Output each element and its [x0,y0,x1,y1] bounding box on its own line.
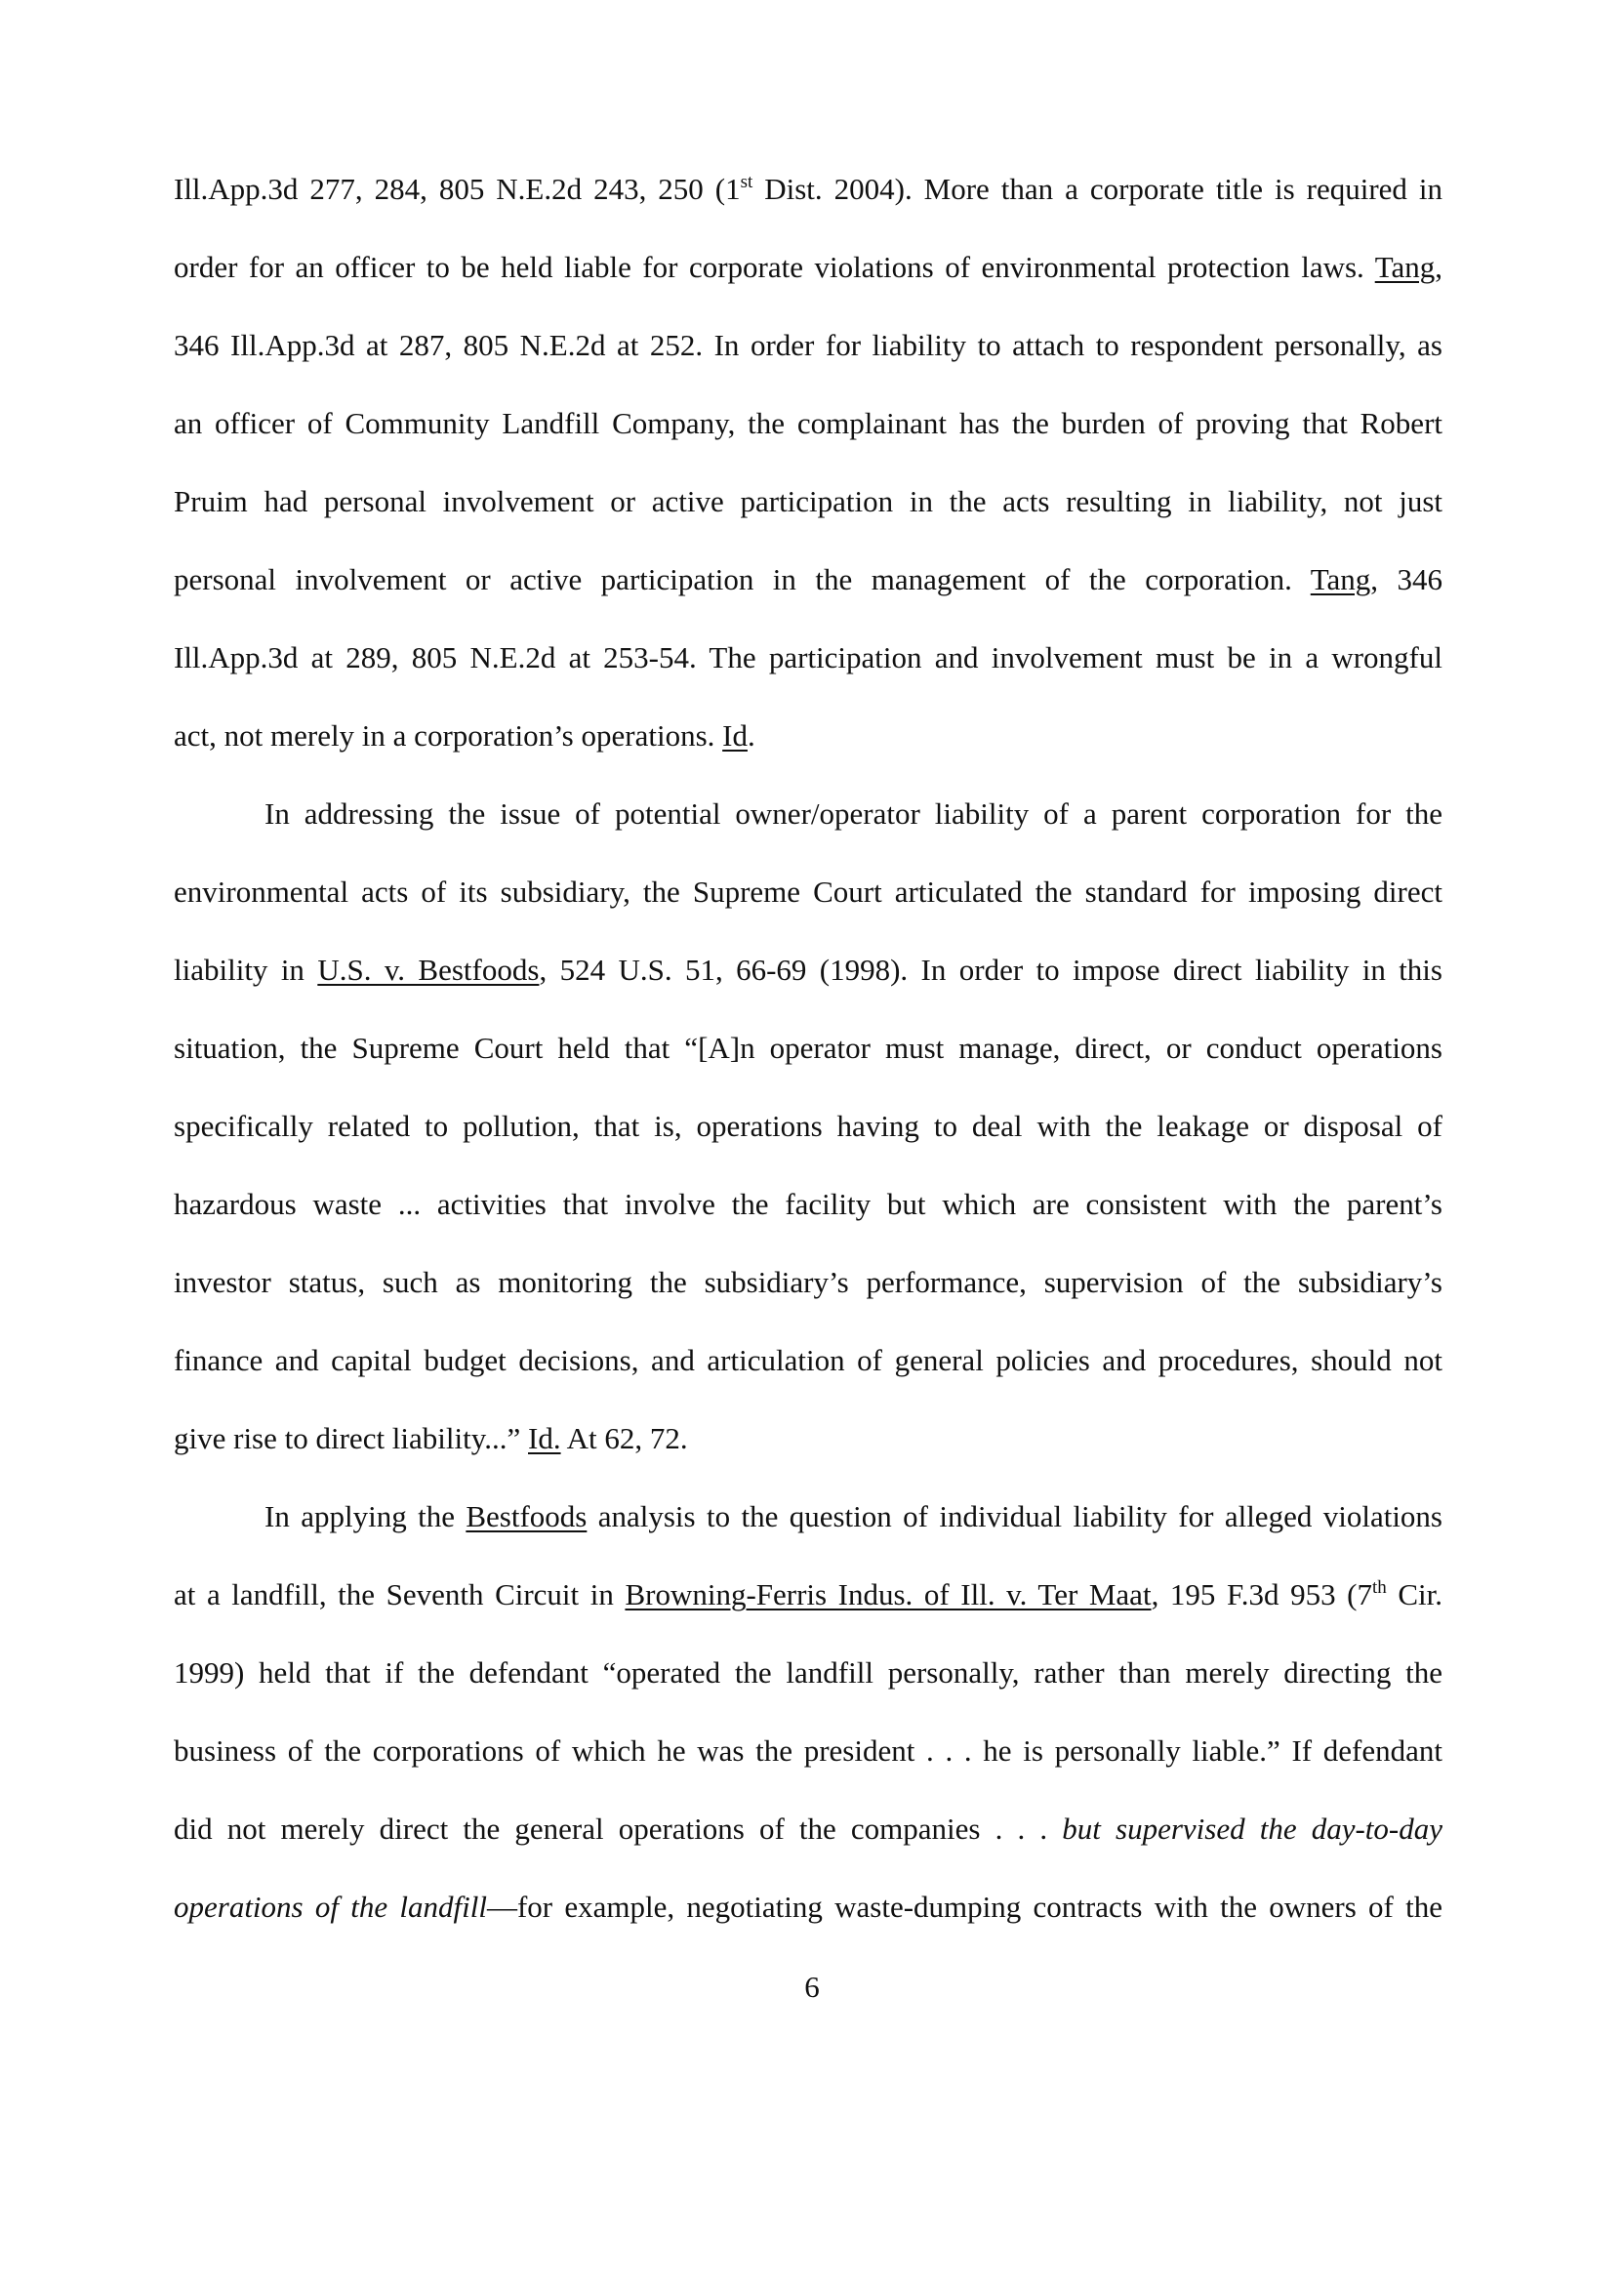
text-line: hazardous waste ... activities that involve the facility but which are consistent with the parent’s [174,1187,1442,1221]
text-line: personal involvement or active participation in the management of the corporation. Tang, 346 [174,562,1442,596]
text-line: did not merely direct the general operations of the companies . . . but supervised the day-to-day [174,1812,1442,1846]
text-line: liability in U.S. v. Bestfoods, 524 U.S. 51, 66-69 (1998). In order to impose direct liability in this [174,953,1442,987]
text-line: an officer of Community Landfill Company, the complainant has the burden of proving that Robert [174,406,1442,440]
text-line: Ill.App.3d 277, 284, 805 N.E.2d 243, 250 (1st Dist. 2004). More than a corporate title is required in [174,172,1442,206]
text-line: business of the corporations of which he was the president . . . he is personally liable.” If defendant [174,1733,1442,1768]
text-line: investor status, such as monitoring the subsidiary’s performance, supervision of the subsidiary’s [174,1265,1442,1299]
emphasis-text: but supervised the day-to-day [1062,1812,1442,1846]
paragraph-start: In addressing the issue of potential owner/operator liability of a parent corporation for the [264,796,1442,831]
text-line: specifically related to pollution, that is, operations having to deal with the leakage or disposal of [174,1109,1442,1143]
text-line: give rise to direct liability...” Id. At 62, 72. [174,1421,688,1455]
text-line: at a landfill, the Seventh Circuit in Browning-Ferris Indus. of Ill. v. Ter Maat, 195 F.3d 953 (7th Cir. [174,1577,1442,1611]
case-citation: Browning-Ferris Indus. of Ill. v. Ter Maat [625,1577,1152,1611]
case-citation: Tang [1310,562,1371,596]
text-line: situation, the Supreme Court held that “[A]n operator must manage, direct, or conduct operations [174,1031,1442,1065]
text-line: Ill.App.3d at 289, 805 N.E.2d at 253-54. The participation and involvement must be in a wrongful [174,640,1442,674]
text-line: act, not merely in a corporation’s operations. Id. [174,718,755,753]
page-number: 6 [804,1970,820,2004]
text-line: order for an officer to be held liable for corporate violations of environmental protection laws. Tang, [174,250,1442,284]
text-line: environmental acts of its subsidiary, the Supreme Court articulated the standard for imposing direct [174,875,1442,909]
case-citation: Id [722,718,748,753]
case-citation: Id. [528,1421,561,1455]
text-line: Pruim had personal involvement or active participation in the acts resulting in liability, not just [174,484,1442,518]
text-line: 1999) held that if the defendant “operated the landfill personally, rather than merely directing the [174,1655,1442,1690]
paragraph-start: In applying the Bestfoods analysis to the question of individual liability for alleged violations [264,1499,1442,1533]
text-line: 346 Ill.App.3d at 287, 805 N.E.2d at 252. In order for liability to attach to respondent personally, as [174,328,1442,362]
case-citation: Bestfoods [466,1499,588,1533]
emphasis-text: operations of the landfill [174,1890,487,1924]
text-line: finance and capital budget decisions, and articulation of general policies and procedures, should not [174,1343,1442,1377]
case-citation: Tang [1374,250,1436,284]
text-line: operations of the landfill—for example, negotiating waste-dumping contracts with the owners of the [174,1890,1442,1924]
case-citation: U.S. v. Bestfoods [317,953,540,987]
